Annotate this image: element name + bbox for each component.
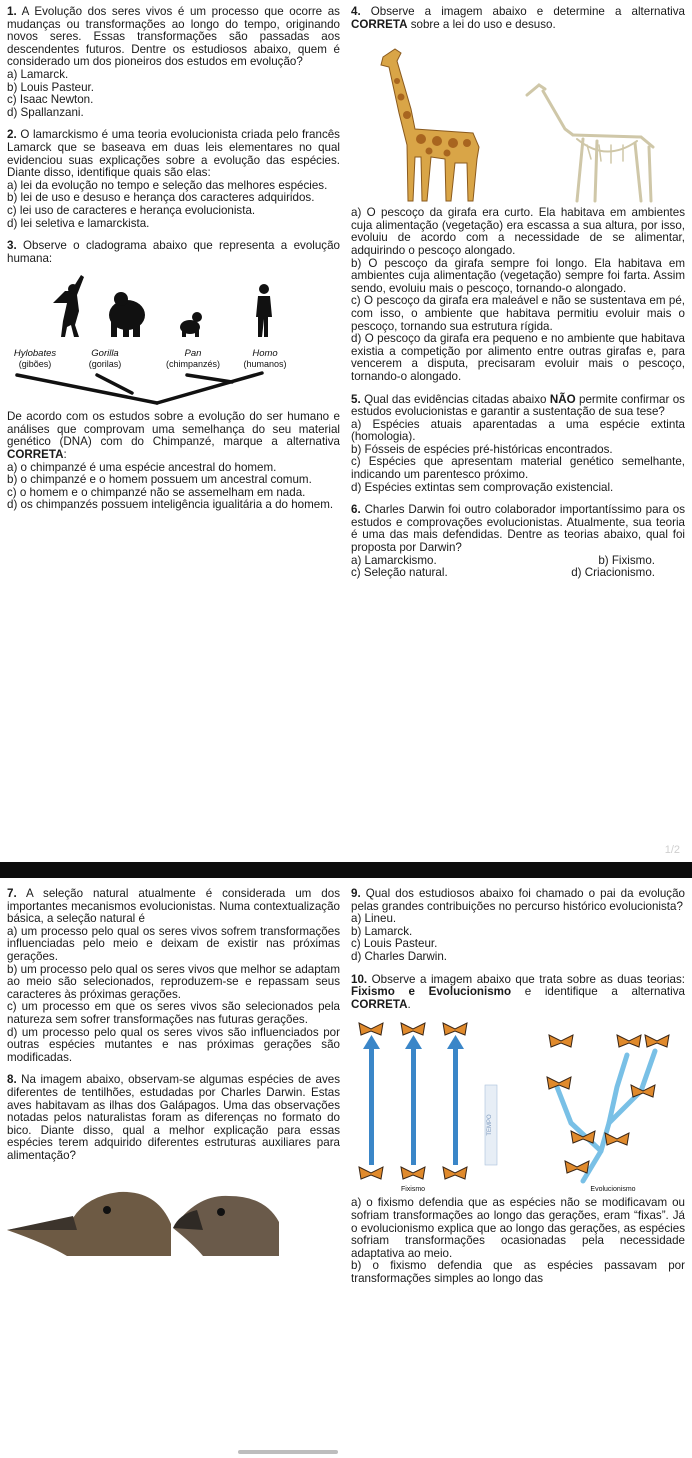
question-number: 3. <box>7 239 17 253</box>
giraffe-figure <box>351 35 681 203</box>
question-8 <box>7 1074 340 1256</box>
question-9 <box>351 888 685 964</box>
option[interactable]: c) lei uso de caracteres e herança evolucionista. <box>7 203 256 217</box>
option[interactable]: d) Spallanzani. <box>7 105 84 119</box>
option[interactable]: b) um processo pelo qual os seres vivos que melhor se adaptam ao meio são selecionados, reproduzem-se e repassam seus caracteres às próximas gerações. <box>7 962 340 1001</box>
question-text: A seleção natural atualmente é considerada um dos importantes mecanismos evolucionistas. Numa contextualização básica, a seleção natural é <box>7 887 340 926</box>
question-6 <box>351 504 685 580</box>
finches-figure <box>7 1166 337 1256</box>
option[interactable]: b) O pescoço da girafa sempre foi longo. Ela habitava em ambientes cuja alimentação (vegetação) sempre foi farta. Assim sendo, evoluiu mais o pescoço, tornando-o alongado. <box>351 256 685 295</box>
question-number: 4. <box>351 5 361 18</box>
sublabel-gorillas: (gorilas) <box>88 359 122 370</box>
option[interactable]: c) Isaac Newton. <box>7 93 94 107</box>
question-10 <box>351 974 685 1286</box>
option[interactable]: c) o homem e o chimpanzé não se assemelham em nada. <box>7 485 306 499</box>
question-text: Observe a imagem abaixo que trata sobre as duas teorias: <box>371 972 685 986</box>
option[interactable]: b) o fixismo defendia que as espécies passavam por transformações simples ao longo das <box>351 1259 685 1285</box>
right-column-page-1 <box>351 6 685 590</box>
option[interactable]: b) lei de uso e desuso e herança dos caracteres adquiridos. <box>7 191 315 205</box>
question-5 <box>351 394 685 495</box>
sublabel-gibbons: (gibões) <box>18 359 52 370</box>
option[interactable]: b) o chimpanzé e o homem possuem um ancestral comum. <box>7 473 312 487</box>
right-column-page-2 <box>351 888 685 1296</box>
time-axis-label: TEMPO <box>487 1114 493 1137</box>
question-text: Charles Darwin foi outro colaborador importantíssimo para os estudos e comprovações evolucionistas. Atualmente, sua teoria é uma das mais defendidas. Dentre as teorias abaixo, qual foi proposta por Darwin? <box>351 503 685 555</box>
question-number: 1. <box>7 5 17 18</box>
fixism-evolutionism-figure <box>351 1015 685 1193</box>
fixism-arrows <box>363 1035 464 1165</box>
emphasis-correct: CORRETA <box>7 448 64 462</box>
question-4 <box>351 6 685 384</box>
giraffe-illustration <box>381 49 479 201</box>
option[interactable]: c) um processo em que os seres vivos são selecionados pela natureza sem sofrer transformações nas futuras gerações. <box>7 1000 340 1026</box>
emphasis-correct: CORRETA <box>351 997 408 1011</box>
time-axis <box>485 1085 497 1165</box>
option[interactable]: b) Fixismo. <box>598 553 655 567</box>
gorilla-silhouette <box>109 292 145 337</box>
emphasis-theories: Fixismo e Evolucionismo <box>351 985 512 999</box>
question-number: 2. <box>7 128 17 142</box>
question-number: 8. <box>7 1073 17 1087</box>
finch-head-right <box>173 1196 279 1256</box>
option[interactable]: d) O pescoço da girafa era pequeno e no ambiente que habitava existia a competição por alimento entre outras girafas e, para vencerem a disputa, precisaram evoluir mais o pescoço, tornando-o alongado. <box>351 332 685 383</box>
emphasis-not: NÃO <box>549 392 576 406</box>
option[interactable]: c) Espécies que apresentam material genético semelhante, indicando um parentesco próximo. <box>351 455 685 482</box>
question-text: Observe o cladograma abaixo que representa a evolução humana: <box>7 239 340 265</box>
option[interactable]: a) O pescoço da girafa era curto. Ela habitava em ambientes cuja alimentação (vegetação) era escassa a sua altura, por isso, evoluiu de acordo com a necessidade de se alimentar, adquirindo o pescoço alongado. <box>351 206 685 257</box>
question-text-end: permite confirmar os estudos evolucionistas e garantir a sustentação de sua tese? <box>351 392 685 419</box>
question-2 <box>7 129 340 230</box>
option[interactable]: a) Espécies atuais aparentadas a uma espécie extinta (homologia). <box>351 417 685 444</box>
punctuation: : <box>63 448 67 462</box>
option[interactable]: a) Lamarckismo. <box>351 553 437 567</box>
punctuation: . <box>407 997 411 1011</box>
option[interactable]: b) Fósseis de espécies pré-históricas encontrados. <box>351 442 613 456</box>
cladogram-figure <box>7 269 337 407</box>
evolution-branches <box>557 1051 655 1181</box>
question-1 <box>7 6 340 119</box>
option[interactable]: a) lei da evolução no tempo e seleção das melhores espécies. <box>7 178 328 192</box>
label-gorilla: Gorilla <box>91 348 119 360</box>
question-text: O lamarckismo é uma teoria evolucionista criada pelo francês Lamarck que se baseava em duas leis elementares no qual evidenciou suas explicações sobre a evolução das espécies. Diante disso, identifique quais são elas: <box>7 128 340 180</box>
fixism-label: Fixismo <box>400 1186 426 1194</box>
finch-head-left <box>7 1192 171 1256</box>
option[interactable]: a) um processo pelo qual os seres vivos sofrem transformações influenciadas pelo meio e deixam de existir nas próximas gerações. <box>7 924 340 963</box>
option[interactable]: a) o fixismo defendia que as espécies não se modificavam ou sofriam transformações ao longo das gerações, eram “fixas”. Já o evolucionismo explica que ao longo das gerações, as espécies sofriam transformações ocasionadas pela necessidade adaptativa ao meio. <box>351 1196 685 1260</box>
question-text-end: sobre a lei do uso e desuso. <box>410 17 556 31</box>
label-homo: Homo <box>252 348 278 360</box>
label-hylobates: Hylobates <box>13 348 57 360</box>
question-text: Observe a imagem abaixo e determine a alternativa <box>370 5 685 18</box>
option[interactable]: b) Louis Pasteur. <box>7 80 95 94</box>
question-3 <box>7 240 340 512</box>
question-number: 10. <box>351 972 368 986</box>
option[interactable]: c) O pescoço da girafa era maleável e não se sustentava em pé, com isso, o ambiente que habitava permitiu evoluir mais o pescoço, tornando sua estrutura rígida. <box>351 294 685 333</box>
gibbon-silhouette <box>53 275 84 337</box>
page-separator <box>0 862 692 878</box>
page-2 <box>0 878 692 1458</box>
option[interactable]: c) Seleção natural. <box>351 566 448 580</box>
option[interactable]: c) Louis Pasteur. <box>351 937 438 951</box>
question-text: A Evolução dos seres vivos é um processo que ocorre as mudanças ou transformações ao longo do tempo, originando novos seres. Essas transformações são passadas aos descendentes futuros. Dentre os estudiosos abaixo, quem é considerado um dos pioneiros dos estudos em evolução? <box>7 5 340 69</box>
question-text-mid: e identifique a alternativa <box>524 985 685 999</box>
left-column-page-2 <box>7 888 340 1266</box>
question-7 <box>7 888 340 1064</box>
cladogram-branches <box>17 373 262 403</box>
question-text-2: De acordo com os estudos sobre a evolução do ser humano e análises que comprovam uma semelhança do seu material genético (DNA) com do Chimpanzé, marque a alternativa <box>7 410 340 449</box>
chimpanzee-silhouette <box>180 312 202 337</box>
option[interactable]: d) Charles Darwin. <box>351 949 447 963</box>
option[interactable]: d) um processo pelo qual os seres vivos são influenciados por outras espécies mutantes e nas próximas gerações são modificadas. <box>7 1025 340 1064</box>
option[interactable]: d) Criacionismo. <box>571 566 655 580</box>
question-number: 6. <box>351 503 361 517</box>
question-text: Na imagem abaixo, observam-se algumas espécies de aves diferentes de tentilhões, estudadas por Charles Darwin. Estas aves habitavam as ilhas dos Galápagos. Uma das observações notadas pelos naturalistas foram as diferenças no formato do bico. Diante disso, qual a melhor explicação para essas espécies terem adquirido diferentes estruturas auxiliares para alimentação? <box>7 1073 340 1162</box>
option[interactable]: a) Lamarck. <box>7 67 69 81</box>
option[interactable]: b) Lamarck. <box>351 924 413 938</box>
question-number: 9. <box>351 887 361 900</box>
human-silhouette <box>256 284 272 337</box>
question-number: 5. <box>351 392 361 406</box>
page-number: 1/2 <box>664 844 680 856</box>
question-text: Qual das evidências citadas abaixo <box>364 392 547 406</box>
option[interactable]: d) os chimpanzés possuem inteligência igualitária a do homem. <box>7 498 334 512</box>
home-indicator-bar[interactable] <box>238 1450 338 1454</box>
sublabel-chimps: (chimpanzés) <box>165 359 221 370</box>
giraffe-skeleton-illustration <box>527 85 653 201</box>
emphasis-correct: CORRETA <box>351 17 408 31</box>
left-column-page-1 <box>7 6 340 522</box>
option[interactable]: a) Lineu. <box>351 912 397 926</box>
option[interactable]: d) lei seletiva e lamarckista. <box>7 216 150 230</box>
question-text: Qual dos estudiosos abaixo foi chamado o pai da evolução pelas grandes contribuições no percurso histórico evolucionista? <box>351 887 685 913</box>
label-pan: Pan <box>184 348 202 360</box>
option[interactable]: a) o chimpanzé é uma espécie ancestral do homem. <box>7 460 277 474</box>
evolutionism-label: Evolucionismo <box>590 1186 636 1194</box>
question-number: 7. <box>7 887 17 900</box>
option[interactable]: d) Espécies extintas sem comprovação existencial. <box>351 480 614 494</box>
sublabel-humans: (humanos) <box>243 359 287 370</box>
